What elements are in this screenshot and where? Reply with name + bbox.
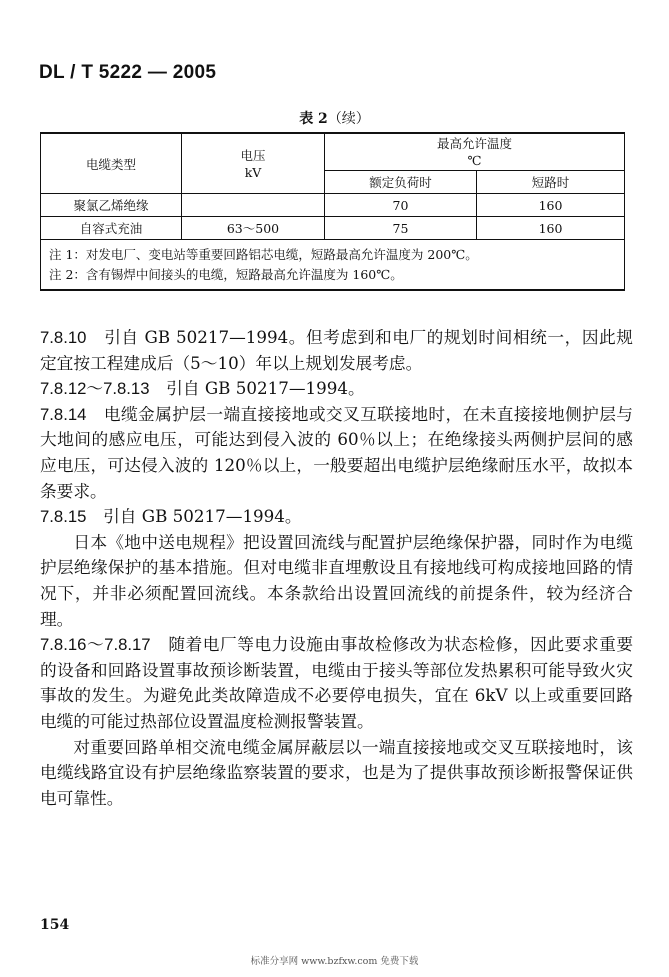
paragraph-text: 引自 GB 50217—1994。 [149,378,365,399]
header-short-circuit: 短路时 [477,171,625,194]
table-note-1: 注 1：对发电厂、变电站等重要回路铝芯电缆，短路最高允许温度为 200℃。 [49,247,478,262]
header-max-temp: 最高允许温度 ℃ [325,133,625,171]
paragraph [40,530,633,632]
table-caption-title: 表 2 [299,111,328,127]
clause-number: 7.8.14 [40,404,87,424]
cell-rated: 70 [325,194,477,217]
paragraph-text: 对重要回路单相交流电缆金属屏蔽层以一端直接接地或交叉互联接地时，该电缆线路宜设有护层绝缘监察装置的要求，也是为了提供事故预诊断报警保证供电可靠性。 [40,736,633,808]
cell-rated: 75 [325,217,477,240]
page-number: 154 [40,917,70,933]
paragraph [40,402,633,504]
paragraph [40,632,633,734]
paragraph [40,735,633,812]
header-cable-type: 电缆类型 [41,133,182,194]
table-note-2: 注 2：含有锡焊中间接头的电缆，短路最高允许温度为 160℃。 [49,267,403,282]
clause-number: 7.8.16～7.8.17 [40,635,151,655]
paragraph [40,325,633,376]
cell-voltage: 63～500 [182,217,325,240]
paragraph-text: 随着电厂等电力设施由事故检修改为状态检修，因此要求重要的设备和回路设置事故预诊断装置，电缆由于接头等部位发热累积可能导致火灾事故的发生。为避免此类故障造成不必要停电损失，宜在 6kV 以上或重要回路电缆的可能过热部位设置温度检测报警装置。 [40,634,634,731]
header-voltage: 电压 kV [182,133,325,194]
header-rated-load: 额定负荷时 [325,171,477,194]
clause-number: 7.8.10 [40,328,87,347]
cell-type: 聚氯乙烯绝缘 [41,194,182,217]
temperature-table [40,132,625,291]
watermark: 标准分享网 www.bzfxw.com 免费下载 [250,956,419,967]
clause-number: 7.8.12～7.8.13 [40,379,150,399]
table-notes [41,240,625,291]
clause-number: 7.8.15 [40,507,87,527]
cell-type: 自容式充油 [41,217,182,240]
paragraph [40,504,633,530]
body-text [40,325,633,811]
table-row [41,217,625,240]
paragraph-text: 引自 GB 50217—1994。 [86,506,302,527]
cell-short: 160 [477,194,625,217]
document-code: DL / T 5222 — 2005 [39,62,217,83]
paragraph-text: 引自 GB 50217—1994。但考虑到和电厂的规划时间相统一，因此规定宜按工程建成后（5～10）年以上规划发展考虑。 [40,327,633,373]
table-caption [0,108,669,128]
table-row [41,194,625,217]
paragraph [40,376,633,402]
cell-short: 160 [477,217,625,240]
paragraph-text: 电缆金属护层一端直接接地或交叉互联接地时，在未直接接地侧护层与大地间的感应电压，可能达到侵入波的 60％以上；在绝缘接头两侧护层间的感应电压，可达侵入波的 120％以上，一般要超出电缆护层绝缘耐压水平，故拟本条要求。 [40,403,633,501]
table-caption-continued: （续） [327,111,370,127]
paragraph-text: 日本《地中送电规程》把设置回流线与配置护层绝缘保护器，同时作为电缆护层绝缘保护的基本措施。但对电缆非直埋敷设且有接地线可构成接地回路的情况下，并非必须配置回流线。本条款给出设置回流线的前提条件，较为经济合理。 [40,531,633,629]
cell-voltage [182,194,325,217]
